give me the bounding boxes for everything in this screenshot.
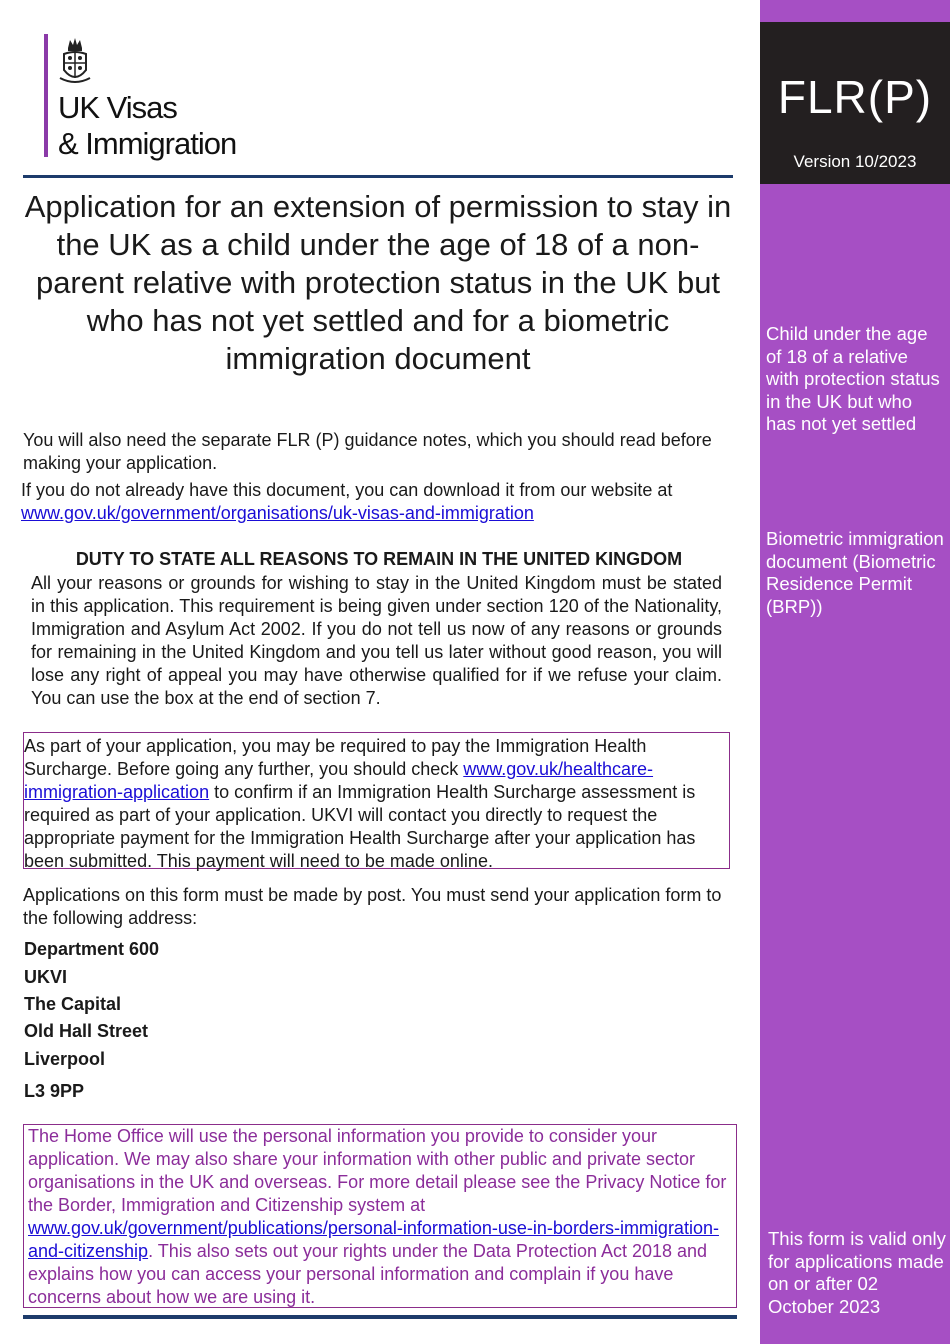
privacy-notice-link[interactable]: www.gov.uk/government/publications/personal-information-use-in-borders-immigration-and-citizenship [28,1218,719,1261]
document-type: Biometric immigration document (Biometric Residence Permit (BRP)) [766,528,944,617]
top-divider [23,175,733,178]
address-line: L3 9PP [24,1081,85,1101]
address-line: Department 600 [24,939,160,959]
privacy-text-after: . This also sets out your rights under the Data Protection Act 2018 and explains how you can access your personal information and complain if you have concerns about how we are using it. [28,1241,708,1307]
address-line: The Capital [24,994,122,1014]
royal-crest-icon [56,34,94,90]
privacy-notice-box [23,1124,737,1308]
form-code: FLR(P) [777,71,933,123]
logo-line-1: UK Visas [58,90,177,125]
address-line: Old Hall Street [24,1021,149,1041]
validity-notice: This form is valid only for applications made on or after 02 October 2023 [768,1228,946,1317]
privacy-text-before: The Home Office will use the personal information you provide to consider your application. We may also share your information with other public and private sector organisations in the UK and overseas. For more detail please see the Privacy Notice for the Border, Immigration and Citizenship system at [28,1126,727,1215]
bottom-divider [23,1315,737,1319]
address-line: UKVI [24,967,68,987]
ihs-text-before: As part of your application, you may be required to pay the Immigration Health Surcharge. Before going any further, you should check [24,736,647,779]
duty-body: All your reasons or grounds for wishing to stay in the United Kingdom must be stated in this application. This requirement is being given under section 120 of the Nationality, Immigration and Asylum Act 2002. If you do not tell us now of any reasons or grounds for remaining in the United Kingdom and you tell us later without good reason, you will lose any right of appeal you may have otherwise qualified for if we refuse your claim. You can use the box at the end of section 7. [31,573,722,708]
guidance-notes: You will also need the separate FLR (P) guidance notes, which you should read before making your application. [23,430,712,473]
ihs-link[interactable]: www.gov.uk/healthcare-immigration-application [24,759,654,802]
form-code-box [760,22,950,184]
download-text: If you do not already have this document, you can download it from our website at [21,480,673,500]
ihs-text-after: to confirm if an Immigration Health Surcharge assessment is required as part of your application. UKVI will contact you directly to request the appropriate payment for the Immigration Health Surcharge after your application has been submitted. This payment will need to be made online. [24,782,696,871]
postal-intro: Applications on this form must be made by post. You must send your application form to the following address: [23,885,722,928]
ihs-notice-box [23,732,730,869]
address-line: Liverpool [24,1049,106,1069]
ukvi-website-link[interactable]: www.gov.uk/government/organisations/uk-visas-and-immigration [21,503,534,523]
applicant-category: Child under the age of 18 of a relative with protection status in the UK but who has not yet settled [766,323,940,435]
duty-heading: DUTY TO STATE ALL REASONS TO REMAIN IN THE UNITED KINGDOM [75,549,683,569]
logo-accent-bar [44,34,48,157]
page-title: Application for an extension of permission to stay in the UK as a child under the age of 18 of a non-parent relative with protection status in the UK but who has not yet settled and for a biometric immigration document [24,189,732,376]
download-paragraph [21,479,731,525]
logo-line-2: & Immigration [58,126,237,161]
sidebar [760,0,950,1344]
form-version: Version 10/2023 [793,152,917,171]
